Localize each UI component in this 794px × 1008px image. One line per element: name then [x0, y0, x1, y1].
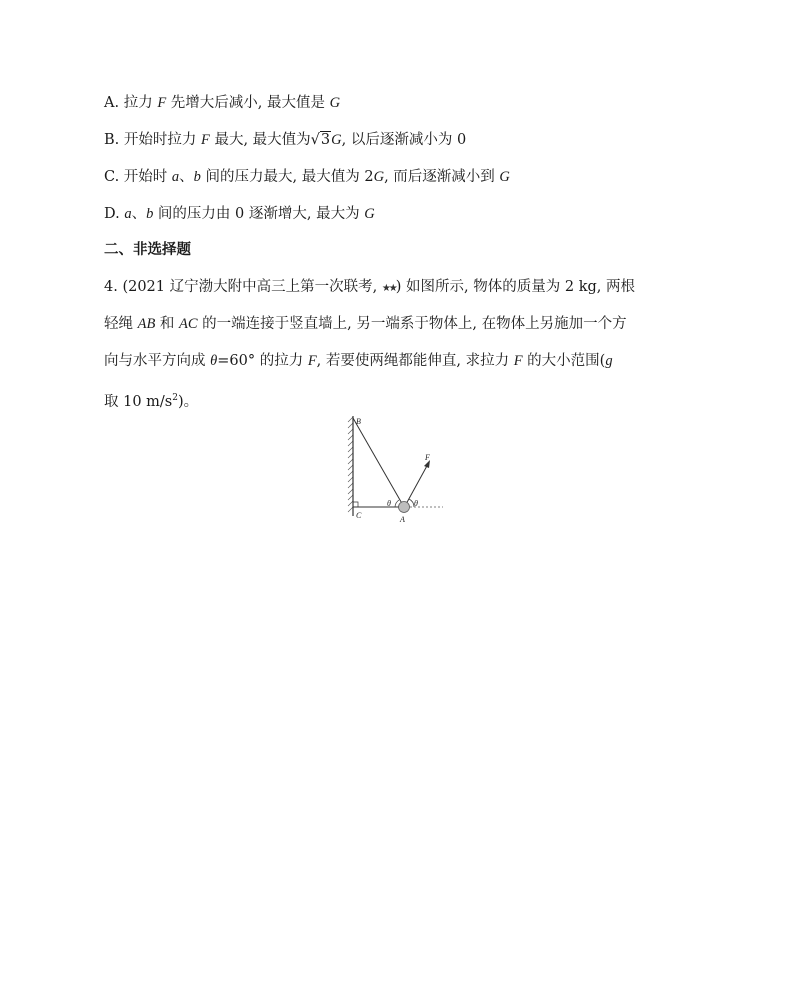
var-g: G	[331, 132, 342, 148]
option-a-text: A. 拉力	[104, 95, 158, 111]
option-b-text-2: 最大, 最大值为	[209, 132, 311, 148]
question-4-line-2	[104, 314, 627, 334]
section-heading: 二、非选择题	[104, 242, 191, 258]
right-angle-mark	[353, 502, 358, 507]
q4-text-2: ) 如图所示, 物体的质量为 2 kg, 两根	[395, 279, 635, 295]
var-f: F	[513, 353, 523, 369]
option-d-text: D.	[104, 206, 125, 222]
label-c: C	[356, 511, 362, 520]
var-g: G	[364, 206, 375, 222]
var-g: G	[499, 169, 510, 185]
superscript: 2	[172, 393, 178, 403]
question-4-line-1	[104, 277, 635, 299]
option-a	[104, 93, 340, 113]
q4-text-6: 向与水平方向成	[104, 353, 211, 369]
option-c-text-2: 间的压力最大, 最大值为 2	[200, 169, 374, 185]
var-ab: AB	[137, 316, 156, 332]
option-c-text: C. 开始时	[104, 169, 172, 185]
question-4-line-3	[104, 351, 613, 371]
var-f: F	[307, 353, 317, 369]
var-theta: θ	[210, 353, 218, 369]
var-a: a	[124, 206, 132, 222]
label-theta-left: θ	[387, 499, 391, 508]
option-c	[104, 167, 510, 187]
option-b	[104, 130, 466, 150]
q4-text-9: 的大小范围(	[522, 353, 606, 369]
difficulty-stars-icon: ★★	[381, 283, 396, 294]
option-d	[104, 204, 375, 224]
q4-text-5: 的一端连接于竖直墙上, 另一端系于物体上, 在物体上另施加一个方	[197, 316, 627, 332]
label-f: F	[425, 453, 430, 462]
q4-text-10: 取 10 m/s	[104, 393, 173, 410]
option-a-text-2: 先增大后减小, 最大值是	[166, 95, 330, 111]
sqrt-expression: √3	[310, 132, 331, 148]
var-a: a	[171, 169, 180, 185]
option-b-text-3: , 以后逐渐减小为 0	[341, 132, 467, 148]
var-g: G	[373, 169, 385, 185]
var-f: F	[200, 132, 210, 148]
wall-hatch	[348, 417, 353, 512]
label-b: B	[356, 417, 361, 426]
q4-text-7: =60° 的拉力	[217, 353, 308, 369]
var-b: b	[146, 206, 154, 222]
q4-text: 4. (2021 辽宁渤大附中高三上第一次联考,	[104, 279, 382, 295]
var-g: G	[329, 95, 341, 111]
separator: 、	[179, 169, 194, 185]
rope-ab	[353, 418, 404, 507]
option-c-text-3: , 而后逐渐减小到	[384, 169, 500, 185]
label-a: A	[400, 515, 405, 524]
q4-text-8: , 若要使两绳都能伸直, 求拉力	[316, 353, 514, 369]
q4-text-4: 和	[155, 316, 180, 332]
physics-diagram	[345, 412, 455, 524]
var-g-lower: g	[605, 353, 613, 369]
option-d-text-2: 间的压力由 0 逐渐增大, 最大为	[153, 206, 365, 222]
var-f: F	[157, 95, 167, 111]
sqrt-radicand: 3	[320, 132, 331, 148]
separator: 、	[131, 206, 147, 222]
question-4-line-4	[104, 388, 198, 412]
var-ac: AC	[179, 316, 198, 332]
option-b-text: B. 开始时拉力	[104, 132, 201, 148]
q4-text-3: 轻绳	[104, 316, 138, 332]
object-a	[399, 502, 410, 513]
q4-text-11: )。	[177, 393, 199, 410]
label-theta-right: θ	[414, 499, 418, 508]
var-b: b	[193, 169, 201, 185]
